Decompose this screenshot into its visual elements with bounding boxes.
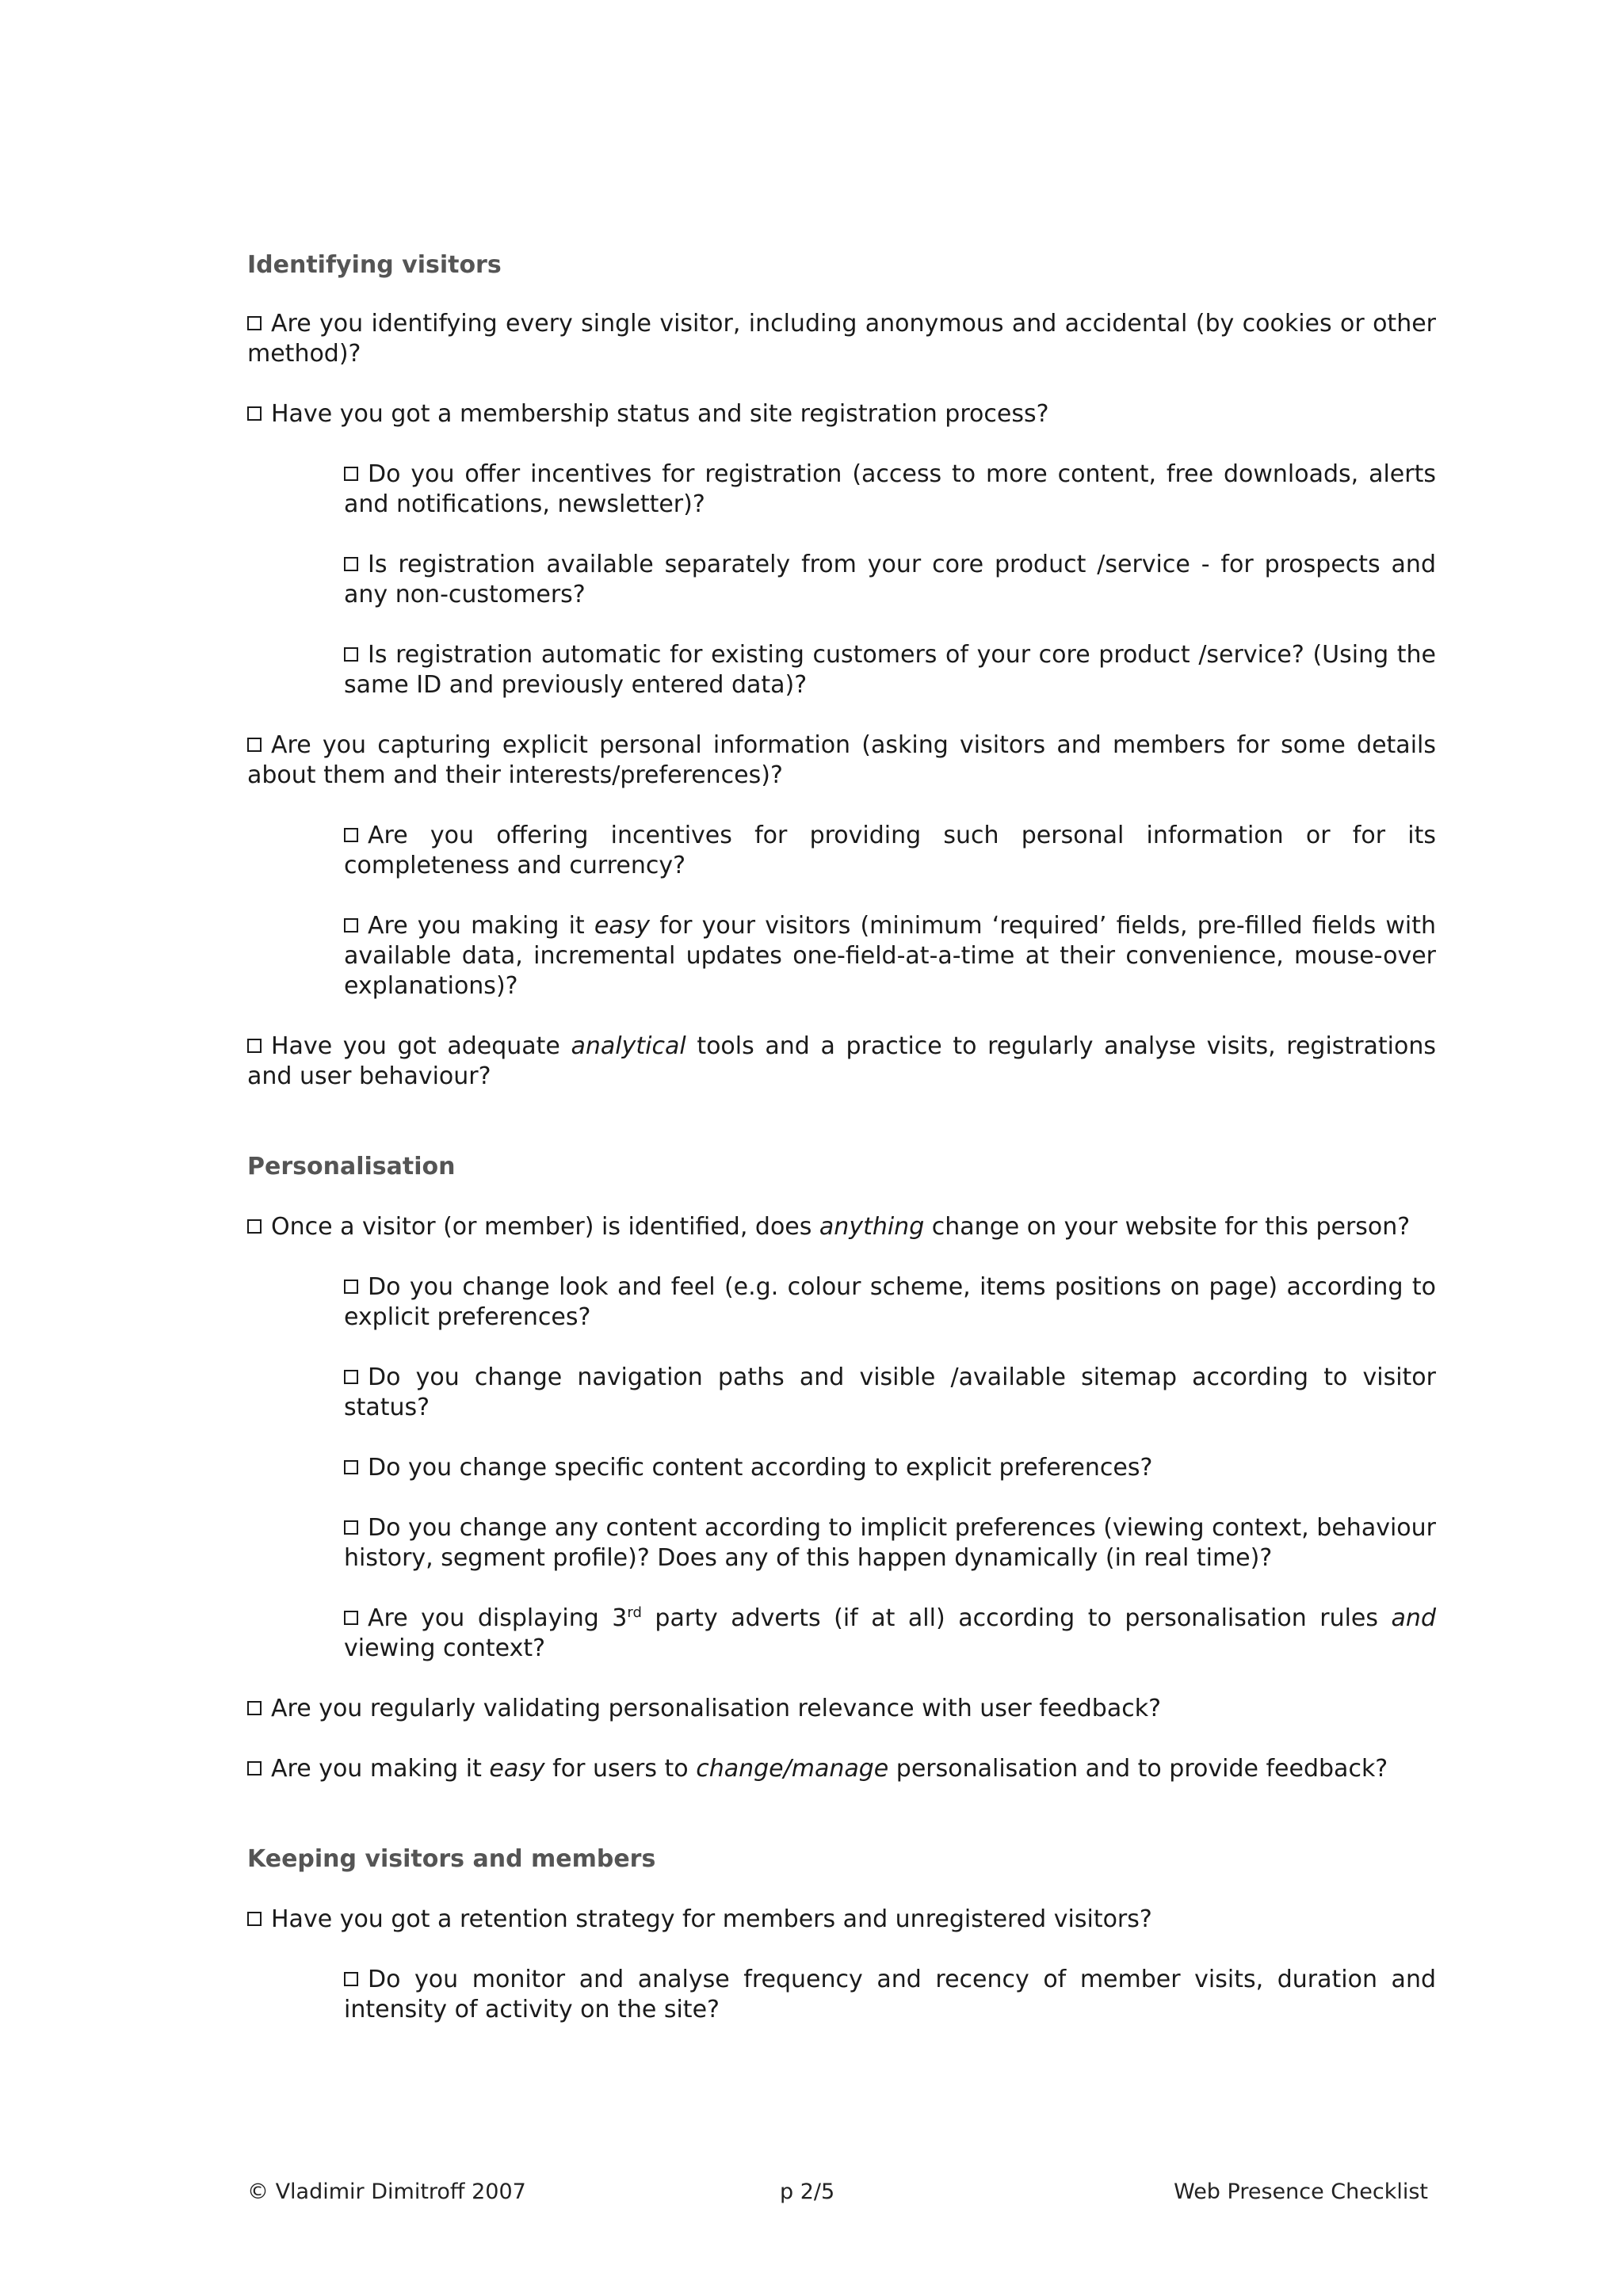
checkbox-icon[interactable] bbox=[247, 1912, 262, 1926]
checkbox-icon[interactable] bbox=[344, 828, 358, 842]
footer-document-title: Web Presence Checklist bbox=[1174, 2180, 1428, 2204]
checklist-item: Have you got adequate analytical tools and a practice to regularly analyse visits, registrations and user behaviour? bbox=[247, 1032, 1437, 1090]
checklist-subitem: Do you change any content according to implicit preferences (viewing context, behaviour history, segment profile)? Does any of this happen dynamically (in real time)? bbox=[344, 1514, 1436, 1572]
checklist-subitem: Do you monitor and analyse frequency and recency of member visits, duration and intensity of activity on the site? bbox=[344, 1966, 1436, 2023]
document-page bbox=[247, 0, 1436, 2296]
checklist-item: Are you making it easy for users to change/manage personalisation and to provide feedback? bbox=[247, 1754, 1436, 1784]
checklist-subitem: Are you making it easy for your visitors (minimum ‘required’ fields, pre-filled fields with available data, incremental updates one-field-at-a-time at their convenience, mouse-over explanations)? bbox=[344, 912, 1437, 1000]
checkbox-icon[interactable] bbox=[247, 738, 262, 752]
checkbox-icon[interactable] bbox=[247, 406, 262, 421]
section-heading-keeping-visitors: Keeping visitors and members bbox=[247, 1845, 656, 1873]
checklist-subitem: Is registration automatic for existing customers of your core product /service? (Using the same ID and previously entered data)? bbox=[344, 641, 1436, 699]
checklist-item: Have you got a membership status and site registration process? bbox=[247, 399, 1436, 429]
checkbox-icon[interactable] bbox=[247, 1761, 262, 1775]
checkbox-icon[interactable] bbox=[344, 1280, 358, 1294]
checkbox-icon[interactable] bbox=[344, 1972, 358, 1986]
checkbox-icon[interactable] bbox=[344, 1460, 358, 1474]
checklist-item: Are you capturing explicit personal information (asking visitors and members for some details about them and their interests/preferences)? bbox=[247, 731, 1436, 789]
checkbox-icon[interactable] bbox=[344, 647, 358, 662]
checklist-item: Are you identifying every single visitor, including anonymous and accidental (by cookies or other method)? bbox=[247, 310, 1436, 368]
checkbox-icon[interactable] bbox=[344, 918, 358, 933]
checklist-subitem: Do you offer incentives for registration (access to more content, free downloads, alerts and notifications, newsletter)? bbox=[344, 460, 1436, 518]
checkbox-icon[interactable] bbox=[247, 316, 262, 330]
footer-page-number: p 2/5 bbox=[780, 2180, 835, 2204]
footer-copyright: © Vladimir Dimitroff 2007 bbox=[247, 2180, 526, 2204]
checklist-subitem: Are you displaying 3rd party adverts (if at all) according to personalisation rules and viewing context? bbox=[344, 1604, 1436, 1662]
section-heading-personalisation: Personalisation bbox=[247, 1153, 456, 1180]
checklist-item: Have you got a retention strategy for members and unregistered visitors? bbox=[247, 1905, 1436, 1935]
checklist-item: Once a visitor (or member) is identified, does anything change on your website for this person? bbox=[247, 1212, 1436, 1242]
checkbox-icon[interactable] bbox=[344, 1370, 358, 1384]
checklist-subitem: Is registration available separately from your core product /service - for prospects and any non-customers? bbox=[344, 551, 1436, 608]
checkbox-icon[interactable] bbox=[344, 467, 358, 481]
checkbox-icon[interactable] bbox=[247, 1039, 262, 1053]
checkbox-icon[interactable] bbox=[344, 1520, 358, 1535]
checkbox-icon[interactable] bbox=[344, 1611, 358, 1625]
section-heading-identifying-visitors: Identifying visitors bbox=[247, 251, 502, 279]
checklist-subitem: Are you offering incentives for providing such personal information or for its completeness and currency? bbox=[344, 822, 1436, 879]
checklist-item: Are you regularly validating personalisation relevance with user feedback? bbox=[247, 1694, 1436, 1724]
checkbox-icon[interactable] bbox=[247, 1219, 262, 1234]
checklist-subitem: Do you change navigation paths and visible /available sitemap according to visitor status? bbox=[344, 1363, 1436, 1421]
checklist-subitem: Do you change specific content according to explicit preferences? bbox=[344, 1453, 1436, 1483]
checklist-subitem: Do you change look and feel (e.g. colour scheme, items positions on page) according to explicit preferences? bbox=[344, 1273, 1436, 1331]
checkbox-icon[interactable] bbox=[247, 1701, 262, 1715]
checkbox-icon[interactable] bbox=[344, 557, 358, 571]
